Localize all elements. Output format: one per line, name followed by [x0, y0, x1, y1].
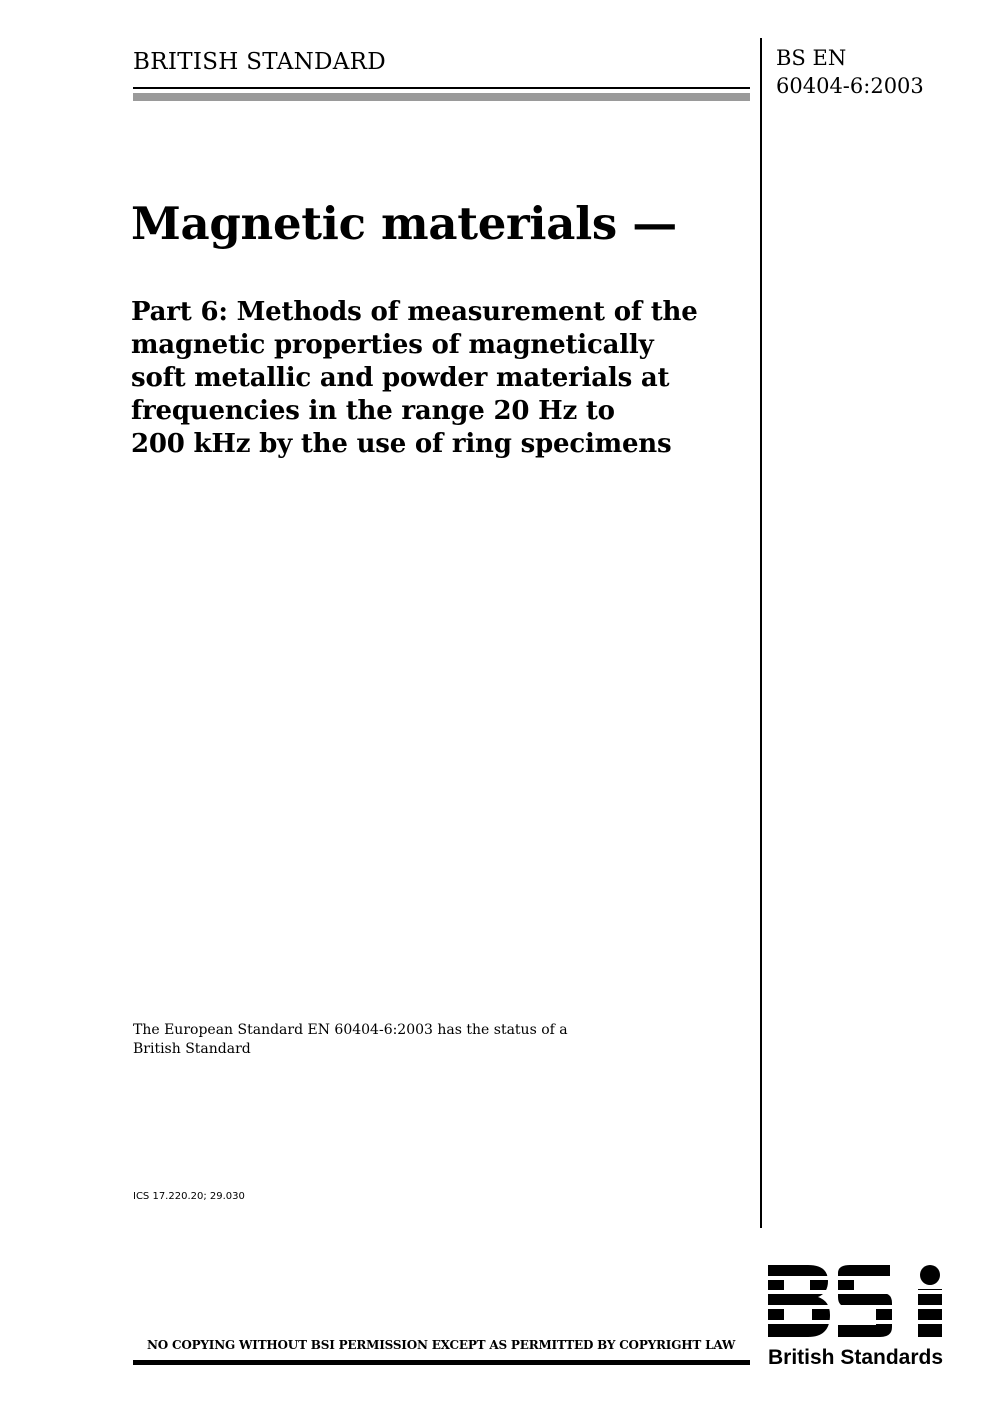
subtitle-line: frequencies in the range 20 Hz to — [131, 396, 615, 426]
subtitle-line: magnetic properties of magnetically — [131, 330, 654, 360]
subtitle-line: 200 kHz by the use of ring specimens — [131, 429, 672, 459]
standard-number-line1: BS EN — [776, 46, 847, 70]
bsi-logo-mark — [766, 1265, 944, 1337]
header-rule-thin — [133, 87, 750, 89]
standard-number — [776, 44, 924, 100]
document-type-label: BRITISH STANDARD — [133, 49, 387, 75]
main-title: Magnetic materials — — [131, 197, 677, 250]
bsi-logo-caption: British Standards — [768, 1346, 944, 1368]
status-line: The European Standard EN 60404-6:2003 has the status of a — [133, 1022, 568, 1038]
bsi-logo — [766, 1263, 944, 1368]
standard-number-line2: 60404-6:2003 — [776, 74, 924, 98]
header-rule-thick — [133, 93, 750, 101]
footer-rule — [133, 1360, 750, 1365]
status-statement — [133, 1021, 568, 1059]
subtitle — [131, 296, 751, 461]
column-divider — [760, 38, 762, 1228]
ics-code: ICS 17.220.20; 29.030 — [133, 1191, 245, 1202]
copyright-notice: NO COPYING WITHOUT BSI PERMISSION EXCEPT AS PERMITTED BY COPYRIGHT LAW — [147, 1338, 736, 1352]
status-line: British Standard — [133, 1041, 251, 1057]
subtitle-line: Part 6: Methods of measurement of the — [131, 297, 698, 327]
subtitle-line: soft metallic and powder materials at — [131, 363, 670, 393]
